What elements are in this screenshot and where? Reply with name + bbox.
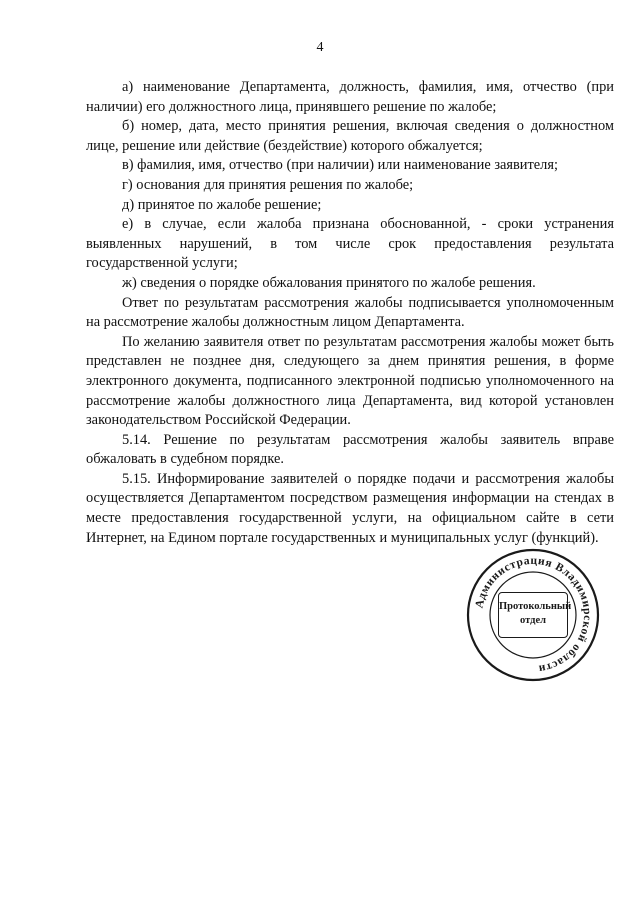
- stamp-line-2: отдел: [520, 615, 546, 626]
- paragraph-answer: Ответ по результатам рассмотрения жалобы подписывается уполномоченным на рассмотрение жалобы должностным лицом Департамента.: [86, 294, 614, 331]
- stamp-line-1: Протокольный: [499, 601, 572, 612]
- paragraph-d: д) принятое по жалобе решение;: [122, 196, 322, 213]
- paragraph-g: г) основания для принятия решения по жалобе;: [122, 176, 414, 193]
- stamp-center-label: [498, 592, 572, 638]
- stamp-ring-text: Администрация Владимирской области: [473, 554, 594, 675]
- paragraph-5-14: 5.14. Решение по результатам рассмотрения жалобы заявитель вправе обжаловать в судебном порядке.: [86, 431, 614, 468]
- official-stamp: [465, 547, 601, 683]
- paragraph-a: а) наименование Департамента, должность, фамилия, имя, отчество (при наличии) его должностного лица, принявшего решение по жалобе;: [86, 79, 614, 115]
- paragraph-b: б) номер, дата, место принятия решения, включая сведения о должностном лице, решение или действие (бездействие) которого обжалуется;: [86, 118, 614, 154]
- document-body: [86, 78, 614, 548]
- paragraph-v: в) фамилия, имя, отчество (при наличии) или наименование заявителя;: [122, 157, 558, 174]
- paragraph-5-15: 5.15. Информирование заявителей о порядке подачи и рассмотрения жалобы осуществляется Департаментом посредством размещения информации на стендах в месте предоставления государственной услуги, на официальном сайте в сети Интернет, на Едином портале государственных и муниципальных услуг (функций).: [86, 470, 614, 546]
- paragraph-electronic-answer: По желанию заявителя ответ по результатам рассмотрения жалобы может быть представлен не позднее дня, следующего за днем принятия решения, в форме электронного документа, подписанного электронной подписью уполномоченного на рассмотрение жалобы должностного лица Департамента, вид которой установлен законодательством Российской Федерации.: [86, 333, 614, 429]
- paragraph-zh: ж) сведения о порядке обжалования принятого по жалобе решения.: [122, 274, 536, 291]
- paragraph-e: е) в случае, если жалоба признана обоснованной, - сроки устранения выявленных нарушений, в том числе срок предоставления результата государственной услуги;: [86, 216, 614, 272]
- page-number: 4: [316, 40, 324, 55]
